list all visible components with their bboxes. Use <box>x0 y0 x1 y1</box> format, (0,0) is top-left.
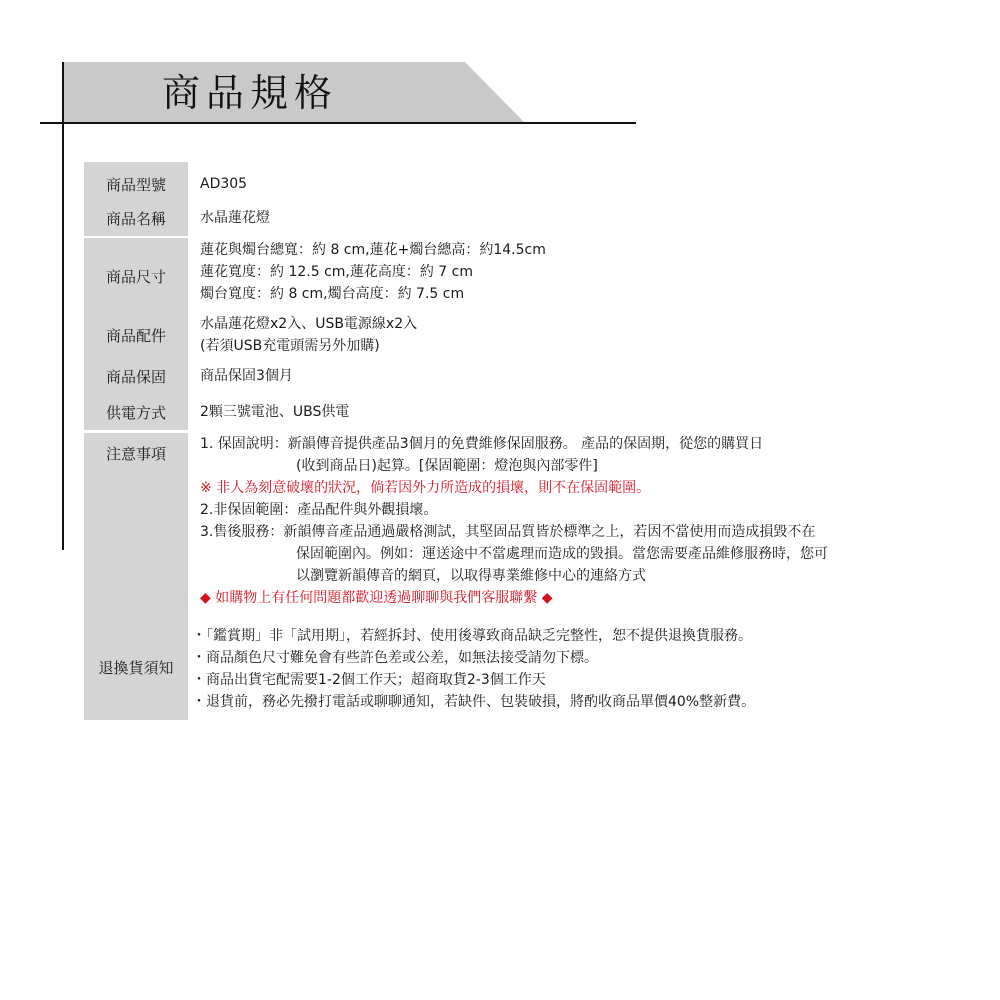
spec-label-returns: 退換貨須知 <box>84 614 188 720</box>
returns-line: ・商品顏色尺寸難免會有些許色差或公差，如無法接受請勿下標。 <box>192 650 598 666</box>
spec-label-size: 商品尺寸 <box>84 238 188 314</box>
accessories-line: (若須USB充電頭需另外加購) <box>200 338 380 354</box>
page-title: 商品規格 <box>161 71 338 115</box>
spec-value-size <box>200 239 546 305</box>
spec-row-returns <box>84 614 984 720</box>
spec-value-power: 2顆三號電池、UBS供電 <box>200 404 350 420</box>
spec-value-warranty: 商品保固3個月 <box>200 368 293 384</box>
spec-row-notes <box>84 433 984 614</box>
spec-label-warranty: 商品保固 <box>84 356 188 396</box>
diamond-icon: ◆ <box>200 590 211 606</box>
spec-row-size <box>84 238 984 314</box>
spec-row-accessories <box>84 314 984 356</box>
notes-line: 以瀏覽新韻傳音的網頁，以取得專業維修中心的連絡方式 <box>296 568 646 584</box>
diamond-icon: ◆ <box>541 590 553 606</box>
returns-line: ・「鑑賞期」非「試用期」，若經拆封、使用後導致商品缺乏完整性，恕不提供退換貨服務。 <box>192 628 752 644</box>
spec-label-notes: 注意事項 <box>84 433 188 614</box>
returns-line: ・商品出貨宅配需要1-2個工作天；超商取貨2-3個工作天 <box>192 672 546 688</box>
notes-line: 1. 保固說明：新韻傳音提供產品3個月的免費維修保固服務。 產品的保固期，從您的購買日 <box>200 436 764 452</box>
notes-line: 2.非保固範圍：產品配件與外觀損壞。 <box>200 502 438 518</box>
notes-contact-text: 如購物上有任何問題都歡迎透過聊聊與我們客服聯繫 <box>215 590 538 606</box>
spec-value-returns <box>192 625 755 713</box>
spec-value-accessories <box>200 313 417 357</box>
spec-value-name: 水晶蓮花燈 <box>200 210 270 226</box>
notes-line: (收到商品日)起算。[保固範圍：燈泡與內部零件] <box>296 458 598 474</box>
notes-line: 3.售後服務：新韻傳音產品通過嚴格測試，其堅固品質皆於標準之上，若因不當使用而造成損毀不在 <box>200 524 816 540</box>
returns-line: ・退貨前，務必先撥打電話或聊聊通知，若缺件、包裝破損，將酌收商品單價40%整新費。 <box>192 694 756 710</box>
spec-label-name: 商品名稱 <box>84 200 188 236</box>
spec-label-power: 供電方式 <box>84 394 188 430</box>
spec-label-accessories: 商品配件 <box>84 314 188 356</box>
header-divider <box>40 122 636 124</box>
notes-contact-line <box>200 587 828 609</box>
notes-warning-line: ※ 非人為刻意破壞的狀況，倘若因外力所造成的損壞，則不在保固範圍。 <box>200 480 651 496</box>
spec-row-warranty <box>84 356 984 396</box>
spec-label-model: 商品型號 <box>84 162 188 206</box>
spec-value-model: AD305 <box>200 176 248 192</box>
spec-value-notes <box>200 433 828 609</box>
spec-row-power <box>84 394 984 430</box>
size-line: 蓮花與燭台總寬：約 8 cm,蓮花+燭台總高：約14.5cm <box>200 242 546 258</box>
header-side-rule <box>62 62 64 550</box>
size-line: 燭台寬度：約 8 cm,燭台高度：約 7.5 cm <box>200 286 465 302</box>
size-line: 蓮花寬度：約 12.5 cm,蓮花高度：約 7 cm <box>200 264 473 280</box>
accessories-line: 水晶蓮花燈x2入、USB電源線x2入 <box>200 316 418 332</box>
notes-line: 保固範圍內。例如：運送途中不當處理而造成的毀損。當您需要產品維修服務時，您可 <box>296 546 828 562</box>
spec-row-name <box>84 200 984 236</box>
